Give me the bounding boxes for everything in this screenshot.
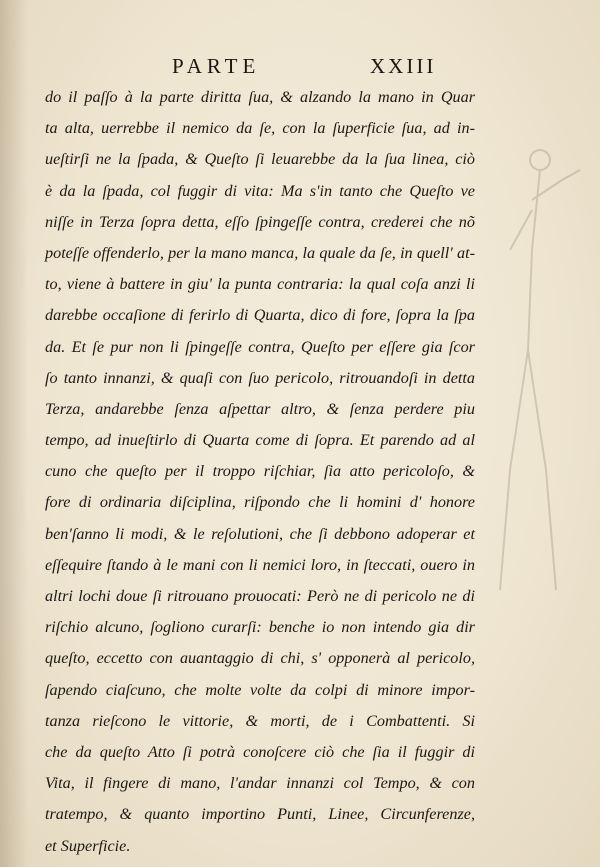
text-line: Terza, andarebbe ſenza aſpettar altro, & ſenza perdere piu [45, 399, 475, 418]
text-line: fore di ordinaria diſciplina, riſpondo che li homini d' honore [45, 493, 475, 512]
text-line: è da la ſpada, col fuggir di vita: Ma s'in tanto che Queſto ve [45, 181, 475, 200]
text-line: cuno che queſto per il troppo riſchiar, ſia atto pericoloſo, & [45, 462, 475, 481]
text-line: to, viene à battere in giu' la punta contraria: la qual coſa anzi li [45, 275, 475, 294]
text-line: Vita, il fingere di mano, l'andar innanzi col Tempo, & con [45, 774, 475, 793]
text-line: queſto, eccetto con auantaggio di chi, s' opponerà al pericolo, [45, 649, 475, 668]
text-line: tratempo, & quanto importino Punti, Linee, Circunferenze, [45, 805, 475, 824]
text-line: tanza rieſcono le vittorie, & morti, de i Combattenti. Si [45, 711, 475, 730]
text-line: altri lochi doue ſi ritrouano prouocati: Però ne di pericolo ne di [45, 587, 475, 605]
text-line: riſchio alcuno, ſogliono curarſi: benche io non intendo gia dir [45, 618, 475, 637]
running-header [0, 54, 600, 84]
header-part-number: XXIII [370, 54, 437, 78]
text-line: ſo tanto innanzi, & quaſi con ſuo pericolo, ritrouandoſi in detta [45, 368, 475, 387]
show-through-figure [470, 140, 590, 740]
text-line: da. Et ſe pur non li ſpingeſſe contra, Queſto per eſſere gia ſcor [45, 337, 475, 356]
header-part-label: PARTE [172, 54, 261, 78]
text-line: ſapendo ciaſcuno, che molte volte da colpi di minore impor- [45, 680, 475, 699]
text-line: ta alta, uerrebbe il nemico da ſe, con la ſuperficie ſua, ad in- [45, 119, 475, 138]
text-line: eſſequire ſtando à le mani con li nemici loro, in ſteccati, ouero in [45, 555, 475, 574]
gutter-shadow [0, 0, 28, 867]
text-line: et Superficie. [45, 836, 131, 855]
text-line: che da queſto Atto ſi potrà conoſcere ciò che ſia il fuggir di [45, 742, 475, 761]
text-line: do il paſſo à la parte diritta ſua, & alzando la mano in Quar [45, 88, 475, 106]
text-line: darebbe occaſione di ferirlo di Quarta, dico di fore, ſopra la ſpa [45, 306, 475, 325]
text-line: niſſe in Terza ſopra detta, eſſo ſpingeſſe contra, crederei che nõ [45, 212, 475, 231]
body-text [45, 82, 475, 862]
text-line: poteſſe offenderlo, per la mano manca, la quale da ſe, in quell' at- [45, 243, 475, 262]
text-line: ueſtirſi ne la ſpada, & Queſto ſi leuarebbe da la ſua linea, ciò [45, 150, 475, 169]
text-line: tempo, ad inueſtirlo di Quarta come di ſopra. Et parendo ad al [45, 431, 475, 450]
text-line: ben'ſanno li modi, & le reſolutioni, che ſi debbono adoperar et [45, 524, 475, 543]
